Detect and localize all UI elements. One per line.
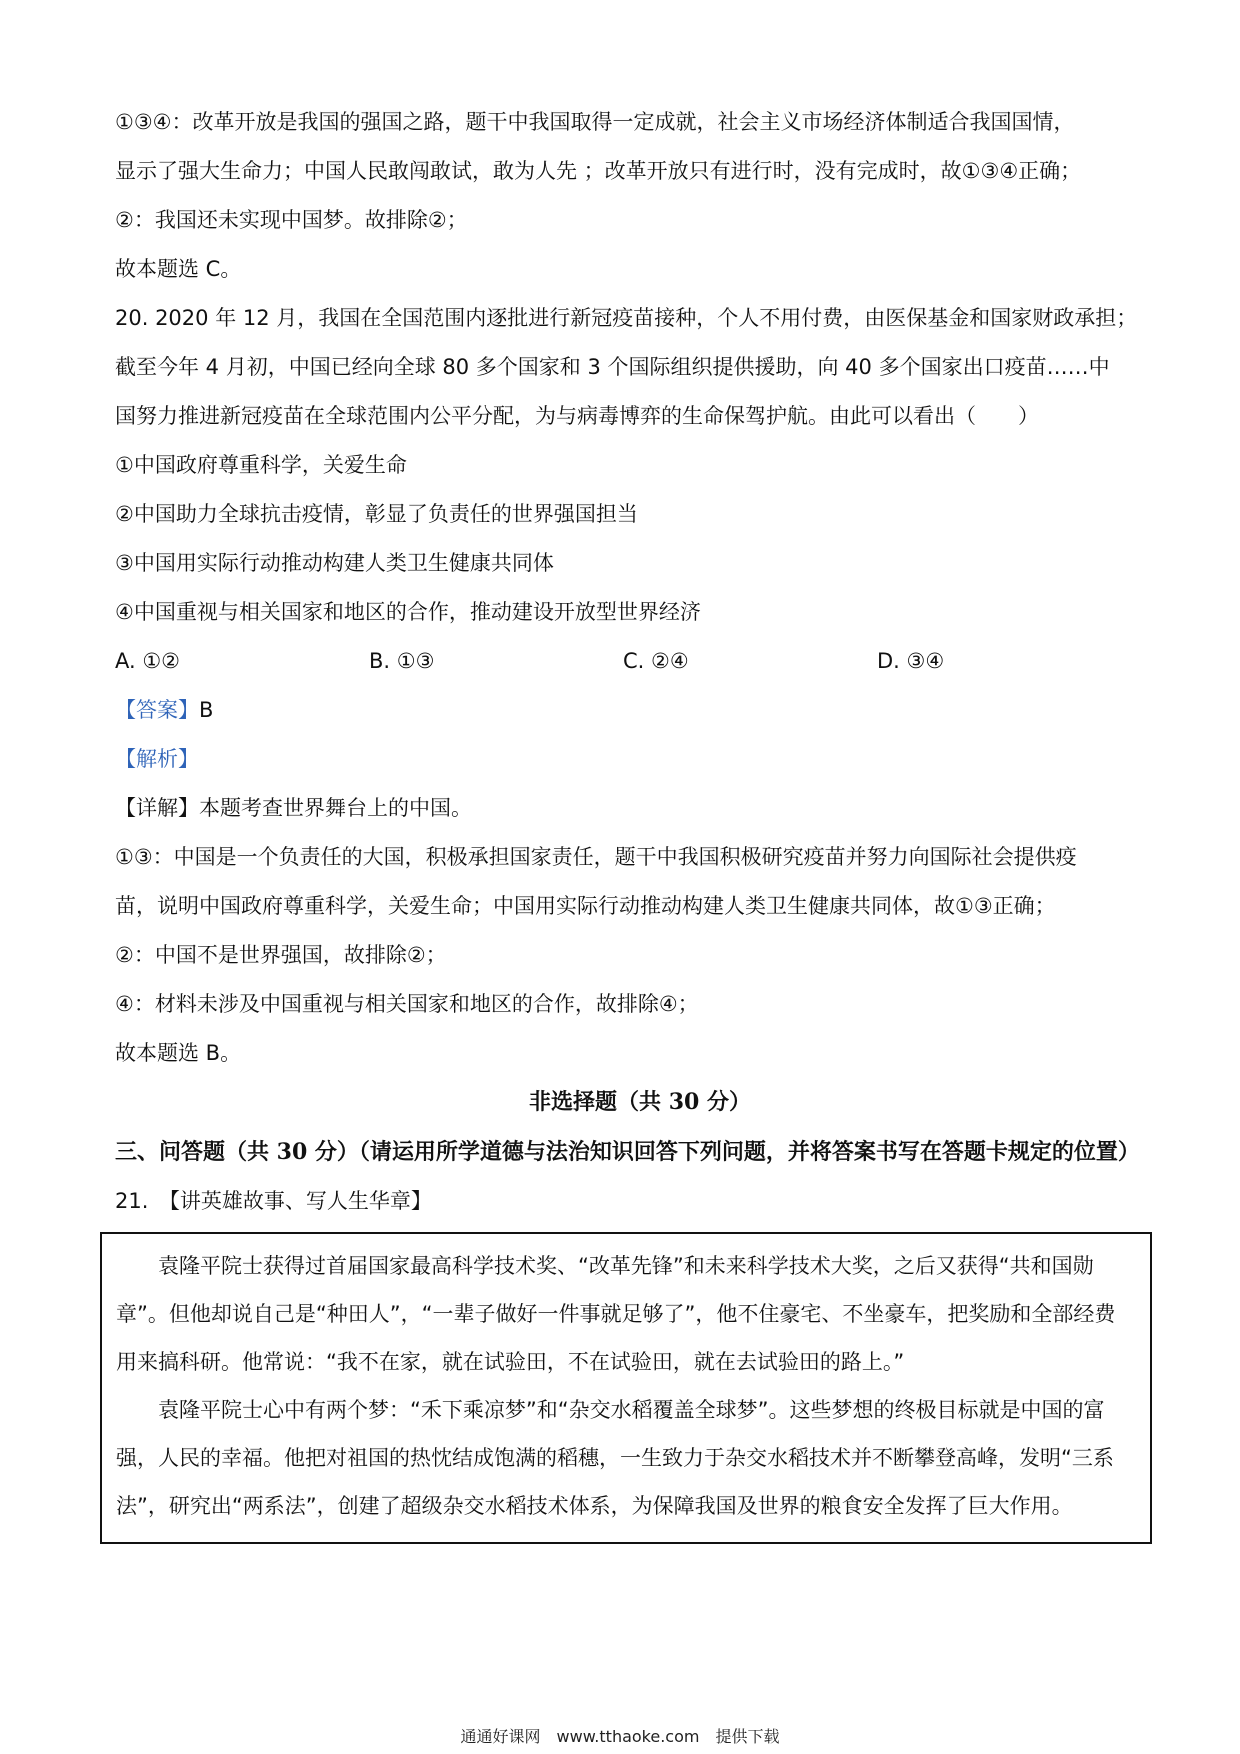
prev-analysis-line: ②：我国还未实现中国梦。故排除②； bbox=[115, 208, 468, 232]
analysis-tag: 【解析】 bbox=[115, 747, 199, 771]
q20-statement: ③中国用实际行动推动构建人类卫生健康共同体 bbox=[115, 551, 554, 575]
q20-conclusion: 故本题选 B。 bbox=[115, 1041, 242, 1065]
section-title: 非选择题（共 30 分） bbox=[529, 1089, 751, 1115]
q20-statement: ④中国重视与相关国家和地区的合作，推动建设开放型世界经济 bbox=[115, 600, 701, 624]
q20-analysis-tag bbox=[115, 735, 1165, 784]
prev-analysis-line: 显示了强大生命力；中国人民敢闯敢试，敢为人先 ；改革开放只有进行时，没有完成时，故①③④正确； bbox=[115, 159, 1082, 183]
q20-detail-line: 【详解】本题考查世界舞台上的中国。 bbox=[115, 796, 472, 820]
footer-credit: 通通好课网 www.tthaoke.com 提供下载 bbox=[460, 1727, 780, 1746]
q21-material-box bbox=[100, 1232, 1152, 1544]
part3-heading: 三、问答题（共 30 分）（请运用所学道德与法治知识回答下列问题，并将答案书写在答题卡规定的位置） bbox=[115, 1139, 1140, 1165]
option-d: D. ③④ bbox=[877, 649, 945, 673]
q20-detail-line: ②：中国不是世界强国，故排除②； bbox=[115, 943, 447, 967]
option-b: B. ①③ bbox=[369, 649, 435, 673]
q20-detail-line: ④：材料未涉及中国重视与相关国家和地区的合作，故排除④； bbox=[115, 992, 699, 1016]
prev-analysis-line: ①③④：改革开放是我国的强国之路，题干中我国取得一定成就，社会主义市场经济体制适合我国国情， bbox=[115, 110, 1075, 134]
prev-conclusion: 故本题选 C。 bbox=[115, 257, 242, 281]
answer-tag: 【答案】 bbox=[115, 698, 199, 722]
q21-title: 21. 【讲英雄故事、写人生华章】 bbox=[115, 1189, 432, 1213]
answer-value: B bbox=[199, 698, 214, 722]
exam-page bbox=[115, 98, 1165, 1544]
option-a: A. ①② bbox=[115, 649, 180, 673]
option-c: C. ②④ bbox=[623, 649, 689, 673]
q20-stem-line: 截至今年 4 月初，中国已经向全球 80 多个国家和 3 个国际组织提供援助，向 40 多个国家出口疫苗……中 bbox=[115, 355, 1110, 379]
q20-options bbox=[115, 637, 1165, 686]
q20-answer bbox=[115, 686, 1165, 735]
q20-stem-line: 国努力推进新冠疫苗在全球范围内公平分配，为与病毒博弈的生命保驾护航。由此可以看出（ ） bbox=[115, 404, 1039, 428]
q20-statement: ②中国助力全球抗击疫情，彰显了负责任的世界强国担当 bbox=[115, 502, 638, 526]
q20-statement: ①中国政府尊重科学，关爱生命 bbox=[115, 453, 407, 477]
q20-stem-line: 20. 2020 年 12 月，我国在全国范围内逐批进行新冠疫苗接种，个人不用付费，由医保基金和国家财政承担； bbox=[115, 306, 1138, 330]
material-paragraph: 袁隆平院士心中有两个梦：“禾下乘凉梦”和“杂交水稻覆盖全球梦”。这些梦想的终极目标就是中国的富强，人民的幸福。他把对祖国的热忱结成饱满的稻穗，一生致力于杂交水稻技术并不断攀登高峰，发明“三系法”，研究出“两系法”，创建了超级杂交水稻技术体系，为保障我国及世界的粮食安全发挥了巨大作用。 bbox=[116, 1398, 1114, 1518]
q20-detail-line: 苗，说明中国政府尊重科学，关爱生命；中国用实际行动推动构建人类卫生健康共同体，故①③正确； bbox=[115, 894, 1056, 918]
q20-detail-line: ①③：中国是一个负责任的大国，积极承担国家责任，题干中我国积极研究疫苗并努力向国际社会提供疫 bbox=[115, 845, 1077, 869]
material-paragraph: 袁隆平院士获得过首届国家最高科学技术奖、“改革先锋”和未来科学技术大奖，之后又获得“共和国勋章”。但他却说自己是“种田人”，“一辈子做好一件事就足够了”，他不住豪宅、不坐豪车，把奖励和全部经费用来搞科研。他常说：“我不在家，就在试验田，不在试验田，就在去试验田的路上。” bbox=[116, 1254, 1116, 1374]
